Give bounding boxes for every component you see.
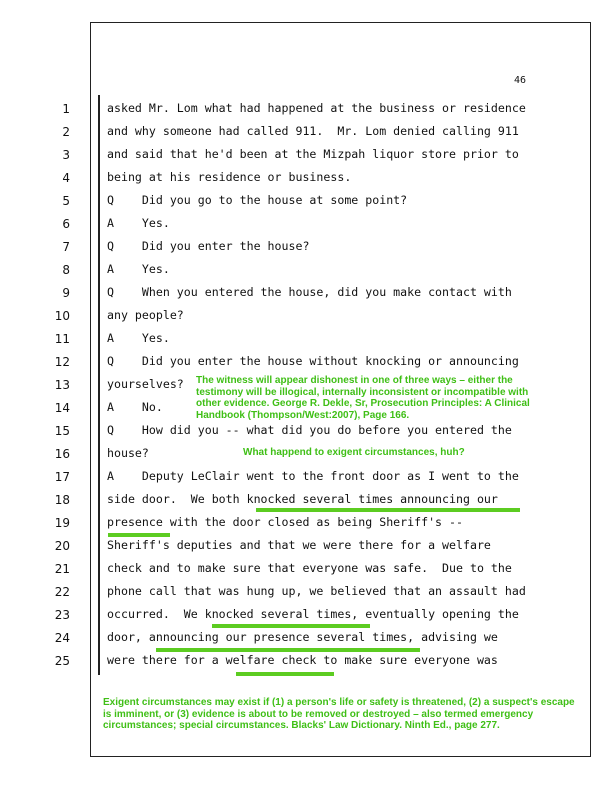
transcript-line: and said that he'd been at the Mizpah liquor store prior to — [107, 147, 519, 161]
annotation-exigent-question: What happend to exigent circumstances, huh? — [243, 447, 465, 458]
transcript-line: Q Did you enter the house without knocking or announcing — [107, 354, 519, 368]
annotation-exigent-definition: Exigent circumstances may exist if (1) a person's life or safety is threatened, (2) a suspect's escape is imminent, or (3) evidence is about to be removed or destroyed – also termed emergency circumstances; special circumstances. Blacks' Law Dictionary. Ninth Ed., page 277. — [103, 697, 575, 731]
line-number: 9 — [62, 286, 70, 300]
transcript-line: A Yes. — [107, 216, 170, 230]
transcript-line: door, announcing our presence several times, advising we — [107, 630, 498, 644]
highlight-presence — [108, 533, 170, 537]
transcript-line: phone call that was hung up, we believed that an assault had — [107, 584, 526, 598]
line-number: 5 — [62, 194, 70, 208]
line-number: 24 — [54, 631, 70, 645]
line-number: 12 — [54, 355, 70, 369]
line-number: 7 — [62, 240, 70, 254]
transcript-line: A No. — [107, 400, 163, 414]
line-number: 11 — [54, 332, 70, 346]
line-number: 16 — [54, 447, 70, 461]
highlight-knocked-several-times — [212, 624, 370, 628]
transcript-line: were there for a welfare check to make sure everyone was — [107, 653, 498, 667]
line-number: 18 — [54, 493, 70, 507]
line-number: 4 — [62, 171, 70, 185]
highlight-welfare-check — [236, 672, 334, 676]
line-number: 1 — [62, 102, 70, 116]
line-number: 14 — [54, 401, 70, 415]
page-number: 46 — [514, 75, 527, 86]
transcript-line: any people? — [107, 308, 184, 322]
highlight-knocked-several-times-announcing-our — [256, 508, 520, 512]
line-number: 21 — [54, 562, 70, 576]
transcript-line: side door. We both knocked several times announcing our — [107, 492, 498, 506]
line-number: 17 — [54, 470, 70, 484]
line-number: 3 — [62, 148, 70, 162]
line-number: 23 — [54, 608, 70, 622]
transcript-line: Q How did you -- what did you do before you entered the — [107, 423, 512, 437]
transcript-line: Sheriff's deputies and that we were there for a welfare — [107, 538, 491, 552]
line-number: 22 — [54, 585, 70, 599]
transcript-line: presence with the door closed as being Sheriff's -- — [107, 515, 463, 529]
transcript-line: A Yes. — [107, 331, 170, 345]
transcript-line: Q Did you enter the house? — [107, 239, 310, 253]
left-margin-rule — [98, 95, 100, 675]
line-number: 15 — [54, 424, 70, 438]
transcript-line: Q Did you go to the house at some point? — [107, 193, 408, 207]
line-number: 19 — [54, 516, 70, 530]
transcript-line: and why someone had called 911. Mr. Lom denied calling 911 — [107, 124, 519, 138]
transcript-line: house? — [107, 446, 149, 460]
transcript-line: check and to make sure that everyone was safe. Due to the — [107, 561, 512, 575]
line-number: 25 — [54, 654, 70, 668]
transcript-line: Q When you entered the house, did you make contact with — [107, 285, 512, 299]
line-number: 20 — [54, 539, 70, 553]
annotation-witness-dishonest: The witness will appear dishonest in one of three ways – either the testimony will be illogical, internally inconsistent or incompatible with other evidence. George R. Dekle, Sr, Prosecution Principles: A Clinical Handbook (Thompson/West:2007), Page 166. — [196, 375, 530, 421]
line-number: 6 — [62, 217, 70, 231]
transcript-line: A Deputy LeClair went to the front door as I went to the — [107, 469, 519, 483]
transcript-line: being at his residence or business. — [107, 170, 352, 184]
line-number: 10 — [54, 309, 70, 323]
transcript-line: A Yes. — [107, 262, 170, 276]
transcript-line: asked Mr. Lom what had happened at the business or residence — [107, 101, 526, 115]
line-number: 8 — [62, 263, 70, 277]
transcript-line: yourselves? — [107, 377, 184, 391]
highlight-announcing-our-presence-several-times — [156, 648, 420, 652]
line-number: 13 — [54, 378, 70, 392]
line-number: 2 — [62, 125, 70, 139]
transcript-line: occurred. We knocked several times, eventually opening the — [107, 607, 519, 621]
